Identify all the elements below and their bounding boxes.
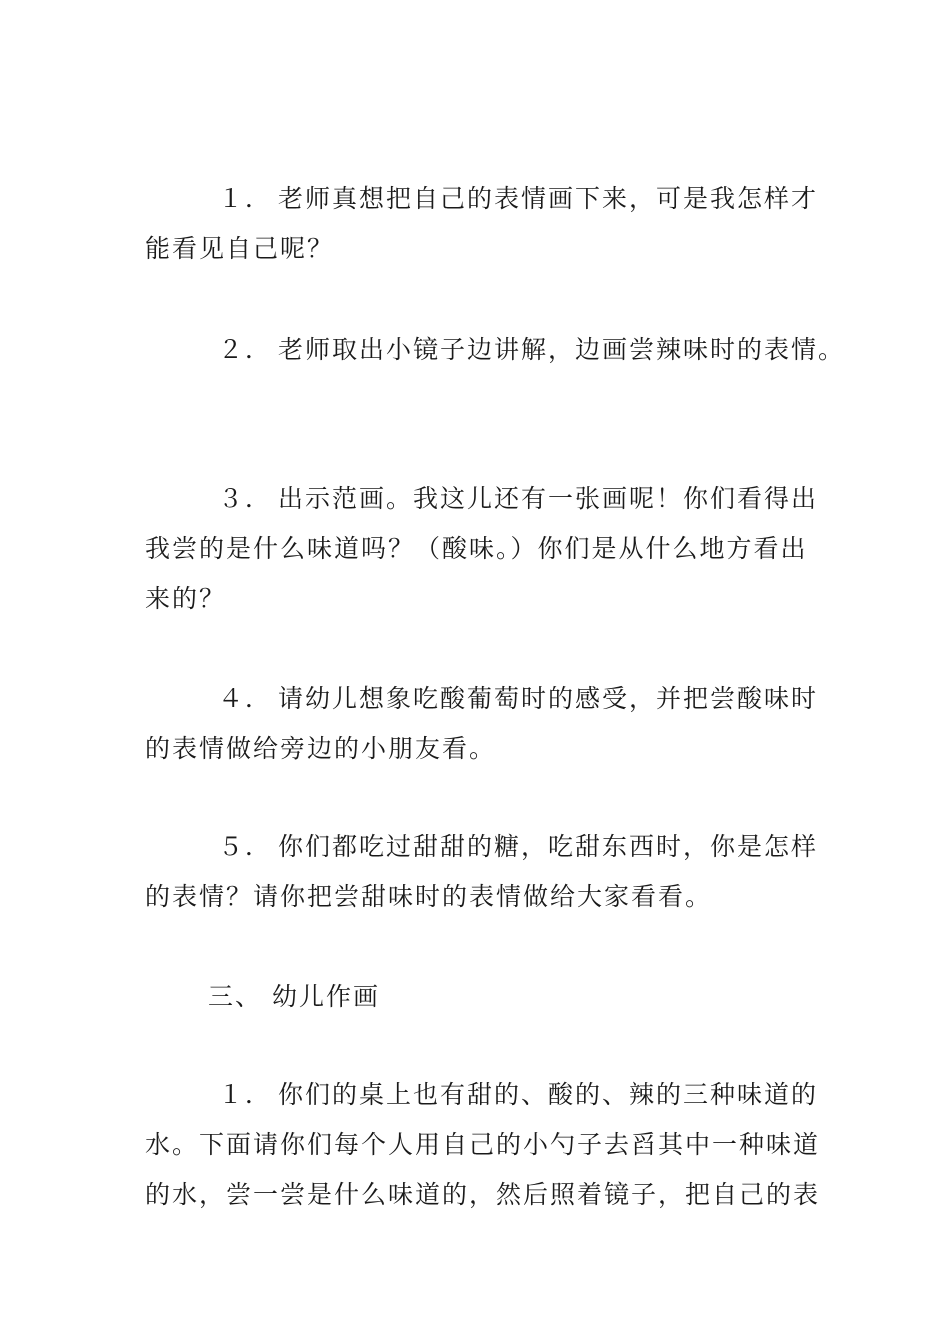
item-number: ５． — [218, 832, 273, 861]
item-text: 老师真想把自己的表情画下来，可是我怎样才 — [278, 184, 819, 213]
section-number: 三、 — [208, 982, 263, 1011]
section-heading — [208, 982, 380, 1012]
section-item-1-continuation: 的水，尝一尝是什么味道的，然后照着镜子，把自己的表 — [145, 1180, 821, 1209]
item-number: １． — [218, 184, 273, 213]
item-3-first-line — [218, 484, 818, 514]
item-text: 你们的桌上也有甜的、酸的、辣的三种味道的 — [278, 1080, 819, 1109]
item-4-continuation: 的表情做给旁边的小朋友看。 — [145, 734, 497, 763]
item-number: ３． — [218, 484, 273, 513]
item-text: 请幼儿想象吃酸葡萄时的感受，并把尝酸味时 — [278, 684, 819, 713]
item-1-first-line — [218, 184, 818, 214]
item-2-first-line — [218, 335, 845, 365]
item-3-continuation: 来的？ — [145, 584, 227, 613]
section-item-1-continuation: 水。下面请你们每个人用自己的小勺子去舀其中一种味道 — [145, 1130, 821, 1159]
item-5-continuation: 的表情？请你把尝甜味时的表情做给大家看看。 — [145, 882, 713, 911]
item-text: 你们都吃过甜甜的糖，吃甜东西时，你是怎样 — [278, 832, 819, 861]
item-number: １． — [218, 1080, 273, 1109]
item-5-first-line — [218, 832, 818, 862]
item-1-continuation: 能看见自己呢？ — [145, 234, 335, 263]
item-text: 老师取出小镜子边讲解，边画尝辣味时的表情。 — [278, 335, 846, 364]
item-4-first-line — [218, 684, 818, 714]
item-number: ２． — [218, 335, 273, 364]
section-title: 幼儿作画 — [272, 982, 381, 1011]
section-item-1-first-line — [218, 1080, 818, 1110]
item-3-continuation: 我尝的是什么味道吗？（酸味。）你们是从什么地方看出 — [145, 534, 808, 563]
item-text: 出示范画。我这儿还有一张画呢！你们看得出 — [278, 484, 819, 513]
item-number: ４． — [218, 684, 273, 713]
